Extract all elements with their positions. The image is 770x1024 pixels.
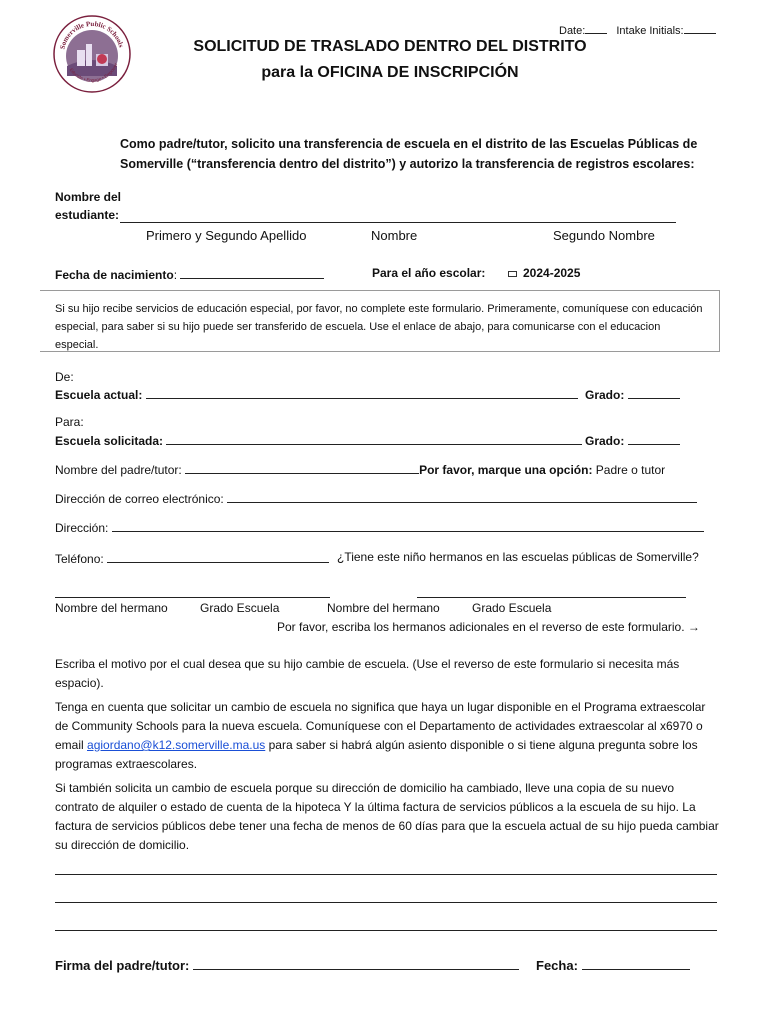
sibling-2-grade-caption: Grado Escuela bbox=[472, 601, 552, 615]
special-education-notice: Si su hijo recibe servicios de educación especial, por favor, no complete este formulario. Primeramente, comuníquese con educación especial, para saber si su hijo puede ser transferido de escuela. Use el enlace de abajo, para comunicarse con el educacion especial. bbox=[55, 303, 703, 351]
date-field[interactable] bbox=[559, 21, 716, 37]
date-label: Date: bbox=[559, 25, 586, 37]
reason-instructions: Escriba el motivo por el cual desea que su hijo cambie de escuela. (Use el reverso de este formulario si necesita más espacio). bbox=[55, 657, 680, 690]
school-year-value: 2024-2025 bbox=[523, 266, 581, 280]
dob-field[interactable] bbox=[180, 266, 324, 279]
signature-field[interactable] bbox=[193, 957, 519, 970]
dob-colon: : bbox=[173, 268, 178, 282]
school-year-option[interactable] bbox=[508, 266, 580, 280]
sibling-1-name-caption: Nombre del hermano bbox=[55, 601, 168, 615]
from-label: De: bbox=[55, 370, 74, 384]
guardian-name-field[interactable] bbox=[185, 461, 419, 474]
signature-date-field[interactable] bbox=[582, 957, 690, 970]
form-subtitle: para la OFICINA DE INSCRIPCIÓN bbox=[261, 64, 519, 81]
contact-email-link[interactable]: agiordano@k12.somerville.ma.us bbox=[87, 738, 266, 752]
requested-school-label: Escuela solicitada: bbox=[55, 434, 164, 448]
current-grade-field[interactable] bbox=[628, 386, 680, 399]
afterschool-text-after: para saber si habrá algún asiento disponible o si tiene alguna pregunta sobre los programas extraescolares. bbox=[55, 738, 698, 771]
school-year-checkbox[interactable] bbox=[508, 271, 517, 277]
dob-label: Fecha de nacimiento bbox=[55, 268, 174, 282]
relationship-choice-label: Por favor, marque una opción: bbox=[419, 463, 593, 477]
address-row bbox=[55, 519, 704, 535]
signature-date-label: Fecha: bbox=[536, 958, 578, 973]
address-label: Dirección: bbox=[55, 521, 109, 535]
logo-text: Somerville Public Schools bbox=[58, 19, 126, 51]
logo-motto: Educate • Engage • Empower bbox=[68, 62, 119, 83]
phone-label: Teléfono: bbox=[55, 552, 104, 566]
email-row bbox=[55, 490, 697, 506]
student-name-field[interactable] bbox=[120, 222, 676, 223]
current-school-label: Escuela actual: bbox=[55, 388, 143, 402]
requested-grade-label: Grado: bbox=[585, 434, 625, 448]
student-name-label-line1: Nombre del bbox=[55, 190, 122, 204]
first-name-caption: Nombre bbox=[371, 228, 418, 243]
sibling-2-field[interactable] bbox=[417, 597, 686, 598]
address-field[interactable] bbox=[112, 519, 704, 532]
current-grade-row bbox=[585, 386, 680, 402]
sibling-2-name-caption: Nombre del hermano bbox=[327, 601, 440, 615]
siblings-question: ¿Tiene este niño hermanos en las escuelas públicas de Somerville? bbox=[337, 550, 699, 564]
form-title: SOLICITUD DE TRASLADO DENTRO DEL DISTRITO bbox=[193, 38, 587, 55]
requested-school-field[interactable] bbox=[166, 432, 582, 445]
additional-siblings-note: Por favor, escriba los hermanos adicionales en el reverso de este formulario. → bbox=[277, 620, 700, 634]
current-school-field[interactable] bbox=[146, 386, 578, 399]
email-label: Dirección de correo electrónico: bbox=[55, 492, 224, 506]
dob-row bbox=[55, 266, 324, 282]
surnames-caption: Primero y Segundo Apellido bbox=[146, 228, 307, 243]
intake-initials-label: Intake Initials: bbox=[616, 25, 684, 37]
to-label: Para: bbox=[55, 415, 84, 429]
school-year-label: Para el año escolar: bbox=[372, 266, 486, 280]
relationship-options[interactable]: Padre o tutor bbox=[595, 463, 666, 477]
requested-grade-row bbox=[585, 432, 680, 448]
afterschool-notice bbox=[55, 698, 720, 774]
requested-school-row bbox=[55, 432, 582, 448]
phone-field[interactable] bbox=[107, 550, 329, 563]
signature-label: Firma del padre/tutor: bbox=[55, 958, 190, 973]
guardian-name-label: Nombre del padre/tutor: bbox=[55, 463, 182, 477]
reason-line-2[interactable] bbox=[55, 902, 717, 903]
student-name-label-line2: estudiante: bbox=[55, 208, 120, 222]
guardian-name-row bbox=[55, 461, 665, 477]
phone-row bbox=[55, 550, 329, 566]
signature-date-row bbox=[536, 957, 690, 973]
school-logo bbox=[52, 14, 132, 94]
current-school-row bbox=[55, 386, 578, 402]
email-field[interactable] bbox=[227, 490, 697, 503]
sibling-1-field[interactable] bbox=[55, 597, 330, 598]
signature-row bbox=[55, 957, 519, 973]
intro-statement: Como padre/tutor, solicito una transferencia de escuela en el distrito de las Escuelas Públicas de Somerville (“transferencia dentro del distrito”) y autorizo la transferencia de registros escolares: bbox=[120, 137, 698, 171]
reason-line-1[interactable] bbox=[55, 874, 717, 875]
afterschool-text-before: Tenga en cuenta que solicitar un cambio de escuela no significa que haya un lugar disponible en el Programa extraescolar de Community Schools para la nueva escuela. Comuníquese con el Departamento de actividades extraescolar al x6970 o email bbox=[55, 700, 706, 752]
middle-name-caption: Segundo Nombre bbox=[553, 228, 655, 243]
sibling-1-grade-caption: Grado Escuela bbox=[200, 601, 280, 615]
reason-line-3[interactable] bbox=[55, 930, 717, 931]
address-change-notice: Si también solicita un cambio de escuela porque su dirección de domicilio ha cambiado, lleve una copia de su nuevo contrato de alquiler o estado de cuenta de la hipoteca Y la última factura de servicios públicos a la escuela de su hijo. La factura de servicios públicos debe tener una fecha de menos de 60 días para que la escuela actual de su hijo pueda cambiar su dirección de domicilio. bbox=[55, 781, 719, 852]
requested-grade-field[interactable] bbox=[628, 432, 680, 445]
current-grade-label: Grado: bbox=[585, 388, 625, 402]
